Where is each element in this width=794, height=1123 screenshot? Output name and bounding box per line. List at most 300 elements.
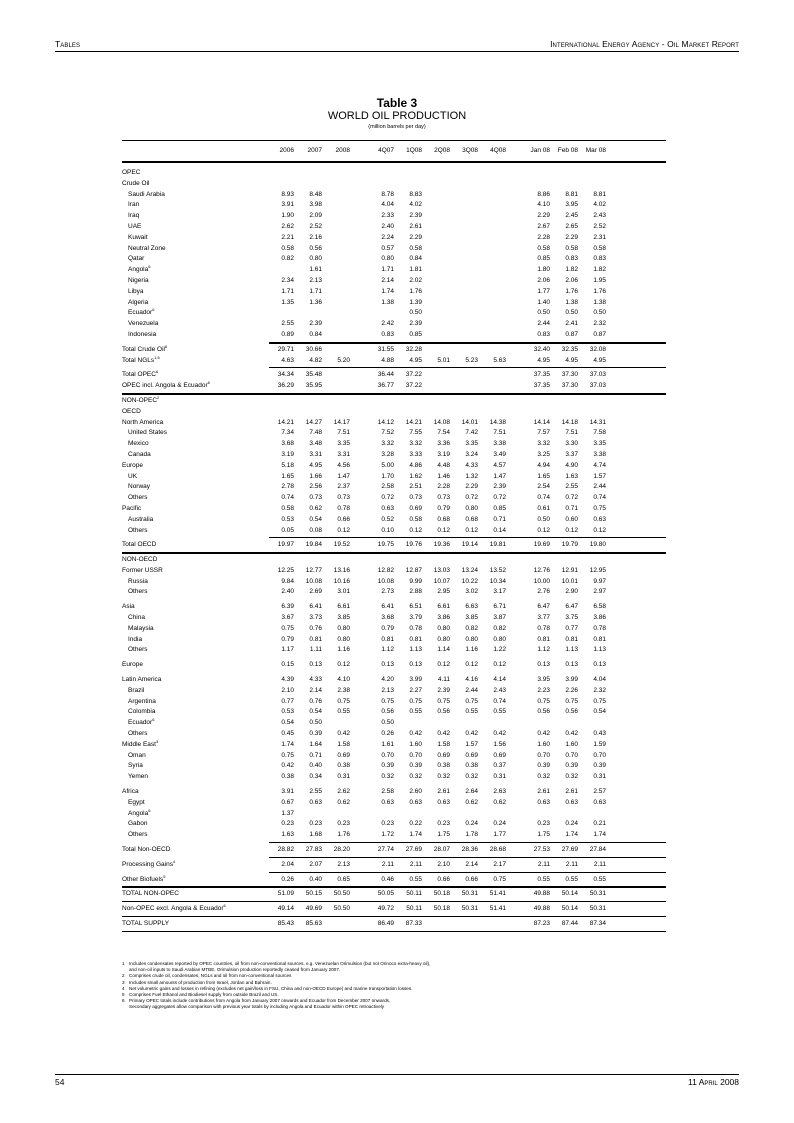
cell-value: 0.42: [493, 730, 506, 738]
cell-value: 87.33: [405, 920, 422, 927]
cell-value: 0.42: [565, 730, 578, 738]
cell-value: 50.31: [589, 905, 606, 913]
cell-value: 2.06: [537, 276, 550, 284]
cell-value: 3.68: [381, 614, 394, 622]
cell-value: 4.48: [437, 461, 450, 469]
cell-value: 0.79: [281, 635, 294, 643]
cell-value: 0.50: [409, 309, 422, 317]
cell-value: 6.71: [493, 603, 506, 611]
cell-value: 0.75: [565, 697, 578, 705]
cell-value: 0.32: [437, 773, 450, 781]
cell-value: 2.24: [381, 233, 394, 241]
cell-value: 0.12: [437, 661, 450, 669]
row-label: Oman: [128, 751, 146, 759]
cell-value: 0.55: [465, 708, 478, 716]
cell-value: 2.11: [409, 860, 422, 868]
cell-value: 10.16: [333, 577, 350, 585]
cell-value: 1.32: [465, 472, 478, 480]
cell-value: 35.48: [305, 371, 322, 379]
cell-value: 37.35: [533, 371, 550, 379]
cell-value: 4.02: [409, 201, 422, 209]
cell-value: 3.24: [465, 450, 478, 458]
cell-value: 50.11: [406, 890, 422, 898]
cell-value: 2.29: [565, 233, 578, 241]
cell-value: 4.02: [593, 201, 606, 209]
cell-value: 0.50: [537, 309, 550, 317]
row-label: Mexico: [128, 440, 149, 448]
row-label: Ecuador$^6$: [128, 307, 155, 317]
row-label: United States: [128, 429, 168, 437]
cell-value: 0.68: [465, 515, 478, 523]
cell-value: 2.29: [465, 483, 478, 491]
row-label: Iraq: [128, 212, 140, 220]
cell-value: 10.08: [377, 577, 394, 585]
table-row: [122, 587, 666, 598]
cell-value: 1.70: [381, 472, 394, 480]
cell-value: 32.28: [405, 345, 422, 353]
table-number: Table 3: [376, 96, 418, 110]
cell-value: 0.39: [381, 762, 394, 770]
table-row: [122, 319, 666, 330]
cell-value: 2.10: [437, 860, 450, 868]
cell-value: 0.32: [565, 773, 578, 781]
section-header-row: [122, 168, 666, 179]
row-label: NON-OPEC$^2$: [122, 394, 160, 404]
report-date: 11 April 2008: [688, 1077, 739, 1087]
cell-value: 13.52: [489, 566, 506, 574]
cell-value: 1.12: [381, 646, 394, 654]
footnote: 5 Comprises Fuel Ethanol and Biodiesel supply from outside Brazil and US.: [122, 992, 279, 998]
cell-value: 2.55: [281, 320, 294, 328]
cell-value: 1.65: [537, 472, 550, 480]
table-row: [122, 697, 666, 708]
column-header: 2Q08: [434, 147, 450, 154]
cell-value: 0.82: [281, 255, 294, 263]
cell-value: 0.56: [309, 244, 322, 252]
cell-value: 1.71: [281, 287, 294, 295]
footnote: 2 Comprises crude oil, condensates, NGLs and oil from non-conventional sources: [122, 973, 292, 979]
cell-value: 0.32: [465, 773, 478, 781]
cell-value: 2.11: [565, 860, 578, 868]
cell-value: 19.14: [461, 541, 478, 549]
cell-value: 8.78: [381, 190, 394, 198]
cell-value: 0.74: [493, 697, 506, 705]
cell-value: 0.69: [409, 504, 422, 512]
cell-value: 2.32: [593, 320, 606, 328]
page-footer: [55, 1074, 739, 1087]
cell-value: 0.10: [381, 526, 394, 534]
cell-value: 27.69: [561, 846, 578, 854]
page-number: 54: [55, 1077, 65, 1087]
cell-value: 0.76: [309, 624, 322, 632]
footnote-marker: 6: [148, 807, 151, 813]
cell-value: 0.78: [409, 624, 422, 632]
cell-value: 28.07: [433, 846, 450, 854]
cell-value: 2.07: [309, 860, 322, 868]
cell-value: 0.69: [493, 751, 506, 759]
cell-value: 0.70: [537, 751, 550, 759]
cell-value: 8.48: [309, 190, 322, 198]
cell-value: 27.74: [377, 846, 394, 854]
cell-value: 2.13: [309, 276, 322, 284]
cell-value: 0.21: [593, 820, 606, 828]
divider: [269, 537, 666, 538]
table-row: [122, 860, 666, 871]
cell-value: 6.47: [537, 603, 550, 611]
cell-value: 2.61: [437, 788, 450, 796]
cell-value: 0.66: [337, 515, 350, 523]
footnote: and non-oil inputs to Saudi Arabian MTBE. Orimulsion production reportedly ceased from January 2007.: [129, 967, 341, 973]
table-row: [122, 686, 666, 697]
cell-value: 4.86: [409, 461, 422, 469]
cell-value: 3.98: [309, 201, 322, 209]
cell-value: 1.63: [565, 472, 578, 480]
cell-value: 2.60: [409, 788, 422, 796]
cell-value: 1.14: [437, 646, 450, 654]
cell-value: 1.17: [281, 646, 294, 654]
table-row: [122, 515, 666, 526]
cell-value: 50.15: [305, 890, 322, 898]
page-header: [55, 37, 739, 52]
cell-value: 10.22: [461, 577, 478, 585]
cell-value: 27.53: [533, 846, 550, 854]
cell-value: 0.54: [309, 515, 322, 523]
cell-value: 0.85: [409, 330, 422, 338]
row-label: Others: [128, 588, 148, 596]
cell-value: 2.26: [565, 686, 578, 694]
row-label: Middle East$^3$: [122, 738, 159, 748]
cell-value: 0.12: [337, 661, 350, 669]
row-label: China: [128, 614, 145, 622]
cell-value: 0.12: [493, 661, 506, 669]
cell-value: 1.13: [593, 646, 606, 654]
cell-value: 0.53: [281, 708, 294, 716]
footnote: 3 Includes small amounts of production from Israel, Jordan and Bahrain.: [122, 979, 272, 985]
row-label: Total OECD: [122, 541, 157, 549]
cell-value: 0.58: [565, 244, 578, 252]
cell-value: 0.80: [465, 504, 478, 512]
cell-value: 0.74: [593, 494, 606, 502]
footnote-marker: 6: [155, 369, 159, 375]
cell-value: 3.38: [593, 450, 606, 458]
cell-value: 2.61: [537, 788, 550, 796]
table-row: [122, 830, 666, 841]
row-label: Others: [128, 494, 148, 502]
row-label: Saudi Arabia: [128, 190, 165, 198]
cell-value: 3.31: [337, 450, 350, 458]
cell-value: 0.75: [493, 875, 506, 883]
table-row: [122, 635, 666, 646]
cell-value: 0.43: [593, 730, 606, 738]
cell-value: 3.02: [465, 588, 478, 596]
cell-value: 19.76: [405, 541, 422, 549]
cell-value: 1.72: [381, 831, 394, 839]
cell-value: 0.71: [565, 504, 578, 512]
cell-value: 0.42: [337, 730, 350, 738]
row-label: Total OPEC$^6$: [122, 369, 159, 379]
cell-value: 0.70: [409, 751, 422, 759]
cell-value: 2.63: [493, 788, 506, 796]
cell-value: 37.30: [561, 382, 578, 390]
cell-value: 2.44: [593, 483, 606, 491]
cell-value: 0.55: [593, 875, 606, 883]
cell-value: 4.95: [593, 356, 606, 364]
cell-value: 0.56: [437, 708, 450, 716]
column-header: Mar 08: [585, 147, 606, 154]
cell-value: 1.47: [493, 472, 506, 480]
row-label: Gabon: [128, 820, 148, 828]
cell-value: 0.81: [409, 635, 422, 643]
cell-value: 6.41: [381, 603, 394, 611]
footnote-marker: 6: [152, 307, 155, 313]
cell-value: 0.75: [537, 697, 550, 705]
cell-value: 1.66: [309, 472, 322, 480]
cell-value: 5.63: [493, 356, 506, 364]
cell-value: 2.34: [281, 276, 294, 284]
cell-value: 2.41: [565, 320, 578, 328]
row-label: Total NGLs$^{1,6}$: [122, 354, 160, 364]
cell-value: 2.33: [381, 212, 394, 220]
row-label: Crude Oil: [122, 179, 150, 187]
cell-value: 6.63: [465, 603, 478, 611]
cell-value: 14.21: [405, 418, 422, 426]
cell-value: 1.77: [493, 831, 506, 839]
cell-value: 0.58: [409, 515, 422, 523]
cell-value: 0.81: [537, 635, 550, 643]
cell-value: 2.40: [381, 222, 394, 230]
cell-value: 2.44: [465, 686, 478, 694]
cell-value: 10.34: [489, 577, 506, 585]
cell-value: 0.73: [409, 494, 422, 502]
cell-value: 28.36: [461, 846, 478, 854]
cell-value: 2.28: [537, 233, 550, 241]
cell-value: 2.27: [409, 686, 422, 694]
cell-value: 1.76: [409, 287, 422, 295]
footnote: Secondary aggregates allow comparison with previous year totals by including Angola and Ecuador within OPEC retroactively: [129, 1004, 385, 1010]
cell-value: 0.62: [309, 504, 322, 512]
row-label: Norway: [128, 483, 151, 491]
cell-value: 50.11: [406, 905, 422, 913]
cell-value: 0.75: [465, 697, 478, 705]
cell-value: 2.11: [593, 860, 606, 868]
cell-value: 4.95: [537, 356, 550, 364]
cell-value: 7.55: [409, 429, 422, 437]
cell-value: 1.60: [537, 740, 550, 748]
cell-value: 0.84: [409, 255, 422, 263]
cell-value: 1.74: [593, 831, 606, 839]
cell-value: 1.37: [281, 809, 294, 817]
cell-value: 1.76: [593, 287, 606, 295]
cell-value: 12.87: [405, 566, 422, 574]
cell-value: 2.38: [337, 686, 350, 694]
oil-production-table: [122, 140, 666, 934]
cell-value: 27.83: [305, 846, 322, 854]
cell-value: 2.39: [309, 320, 322, 328]
cell-value: 0.66: [465, 875, 478, 883]
cell-value: 3.73: [309, 614, 322, 622]
column-header: 4Q08: [490, 147, 506, 154]
cell-value: 1.58: [437, 740, 450, 748]
cell-value: 0.37: [493, 762, 506, 770]
table-row: [122, 809, 666, 820]
cell-value: 0.71: [493, 515, 506, 523]
cell-value: 0.66: [437, 875, 450, 883]
cell-value: 3.87: [493, 614, 506, 622]
cell-value: 2.78: [281, 483, 294, 491]
cell-value: 3.36: [437, 440, 450, 448]
column-header: 2007: [307, 147, 322, 154]
cell-value: 0.78: [337, 504, 350, 512]
cell-value: 0.23: [281, 820, 294, 828]
cell-value: 1.36: [309, 298, 322, 306]
cell-value: 50.14: [561, 890, 578, 898]
cell-value: 3.95: [565, 201, 578, 209]
cell-value: 2.14: [309, 686, 322, 694]
cell-value: 4.95: [409, 356, 422, 364]
cell-value: 0.79: [381, 624, 394, 632]
cell-value: 1.76: [565, 287, 578, 295]
cell-value: 0.73: [337, 494, 350, 502]
cell-value: 19.81: [489, 541, 506, 549]
cell-value: 0.77: [281, 697, 294, 705]
cell-value: 0.63: [309, 798, 322, 806]
cell-value: 3.38: [493, 440, 506, 448]
cell-value: 1.38: [593, 298, 606, 306]
cell-value: 3.68: [281, 440, 294, 448]
cell-value: 0.73: [437, 494, 450, 502]
cell-value: 1.60: [409, 740, 422, 748]
cell-value: 37.22: [405, 371, 422, 379]
cell-value: 4.33: [465, 461, 478, 469]
cell-value: 4.56: [337, 461, 350, 469]
row-label: Total Non-OECD: [122, 846, 171, 854]
cell-value: 0.89: [281, 330, 294, 338]
table-row: [122, 729, 666, 740]
cell-value: 4.14: [493, 676, 506, 684]
cell-value: 3.86: [593, 614, 606, 622]
cell-value: 1.16: [337, 646, 350, 654]
cell-value: 7.51: [565, 429, 578, 437]
cell-value: 1.82: [565, 266, 578, 274]
cell-value: 87.44: [561, 920, 578, 927]
divider: [122, 901, 666, 902]
cell-value: 0.15: [281, 661, 294, 669]
row-label: Others: [128, 526, 148, 534]
table-row: [122, 233, 666, 244]
cell-value: 0.32: [381, 773, 394, 781]
table-row: [122, 493, 666, 504]
cell-value: 0.40: [309, 875, 322, 883]
footnote-marker: 6: [165, 343, 168, 349]
cell-value: 4.20: [381, 676, 394, 684]
cell-value: 36.29: [277, 382, 294, 390]
row-label: OECD: [122, 407, 141, 415]
cell-value: 3.32: [381, 440, 394, 448]
header-publication: International Energy Agency - Oil Market Report: [550, 39, 739, 49]
cell-value: 86.49: [377, 920, 394, 927]
footnote-marker: 6: [152, 717, 155, 723]
cell-value: 0.53: [281, 515, 294, 523]
column-header: Feb 08: [557, 147, 578, 154]
cell-value: 0.70: [565, 751, 578, 759]
row-label: Others: [128, 730, 148, 738]
cell-value: 2.04: [281, 860, 294, 868]
cell-value: 3.19: [437, 450, 450, 458]
cell-value: 1.74: [281, 740, 294, 748]
cell-value: 0.83: [381, 330, 394, 338]
table-row: [122, 819, 666, 830]
cell-value: 2.11: [537, 860, 550, 868]
row-label: Former USSR: [122, 566, 163, 574]
cell-value: 3.35: [337, 440, 350, 448]
cell-value: 0.26: [281, 875, 294, 883]
cell-value: 0.12: [593, 526, 606, 534]
cell-value: 1.75: [537, 831, 550, 839]
cell-value: 0.60: [565, 515, 578, 523]
cell-value: 4.74: [593, 461, 606, 469]
cell-value: 14.27: [305, 418, 322, 426]
table-row: [122, 472, 666, 483]
cell-value: 14.21: [277, 418, 294, 426]
cell-value: 12.95: [589, 566, 606, 574]
cell-value: 0.50: [593, 309, 606, 317]
row-label: Processing Gains$^4$: [122, 858, 176, 868]
cell-value: 2.52: [309, 222, 322, 230]
table-row: [122, 428, 666, 439]
cell-value: 0.56: [381, 708, 394, 716]
column-header: 2006: [279, 147, 294, 154]
cell-value: 1.22: [493, 646, 506, 654]
cell-value: 0.80: [493, 635, 506, 643]
footnote-marker: 4: [172, 858, 176, 864]
table-row: [122, 190, 666, 201]
cell-value: 2.76: [537, 588, 550, 596]
row-label: Europe: [122, 661, 143, 669]
cell-value: 1.39: [409, 298, 422, 306]
header-section: Tables: [55, 39, 81, 49]
table-row: [122, 645, 666, 656]
row-label: Non-OPEC excl. Angola & Ecuador$^6$: [122, 903, 226, 913]
cell-value: 1.11: [309, 646, 322, 654]
cell-value: 10.01: [561, 577, 578, 585]
cell-value: 0.74: [537, 494, 550, 502]
cell-value: 0.72: [565, 494, 578, 502]
column-header: 3Q08: [462, 147, 478, 154]
cell-value: 0.55: [409, 875, 422, 883]
cell-value: 1.95: [593, 276, 606, 284]
cell-value: 50.50: [333, 905, 350, 913]
cell-value: 0.74: [281, 494, 294, 502]
cell-value: 0.39: [309, 730, 322, 738]
cell-value: 7.57: [537, 429, 550, 437]
cell-value: 85.43: [277, 920, 294, 927]
cell-value: 0.67: [281, 798, 294, 806]
cell-value: 3.99: [565, 676, 578, 684]
divider: [122, 916, 666, 917]
row-label: Total Crude Oil$^6$: [122, 343, 168, 353]
cell-value: 9.84: [281, 577, 294, 585]
cell-value: 0.69: [437, 751, 450, 759]
cell-value: 36.77: [377, 382, 394, 390]
cell-value: 0.75: [593, 697, 606, 705]
cell-value: 51.41: [489, 890, 506, 898]
cell-value: 0.12: [537, 526, 550, 534]
cell-value: 2.13: [337, 860, 350, 868]
cell-value: 50.05: [377, 890, 394, 898]
cell-value: 2.31: [593, 233, 606, 241]
table-row: [122, 418, 666, 429]
cell-value: 2.54: [537, 483, 550, 491]
